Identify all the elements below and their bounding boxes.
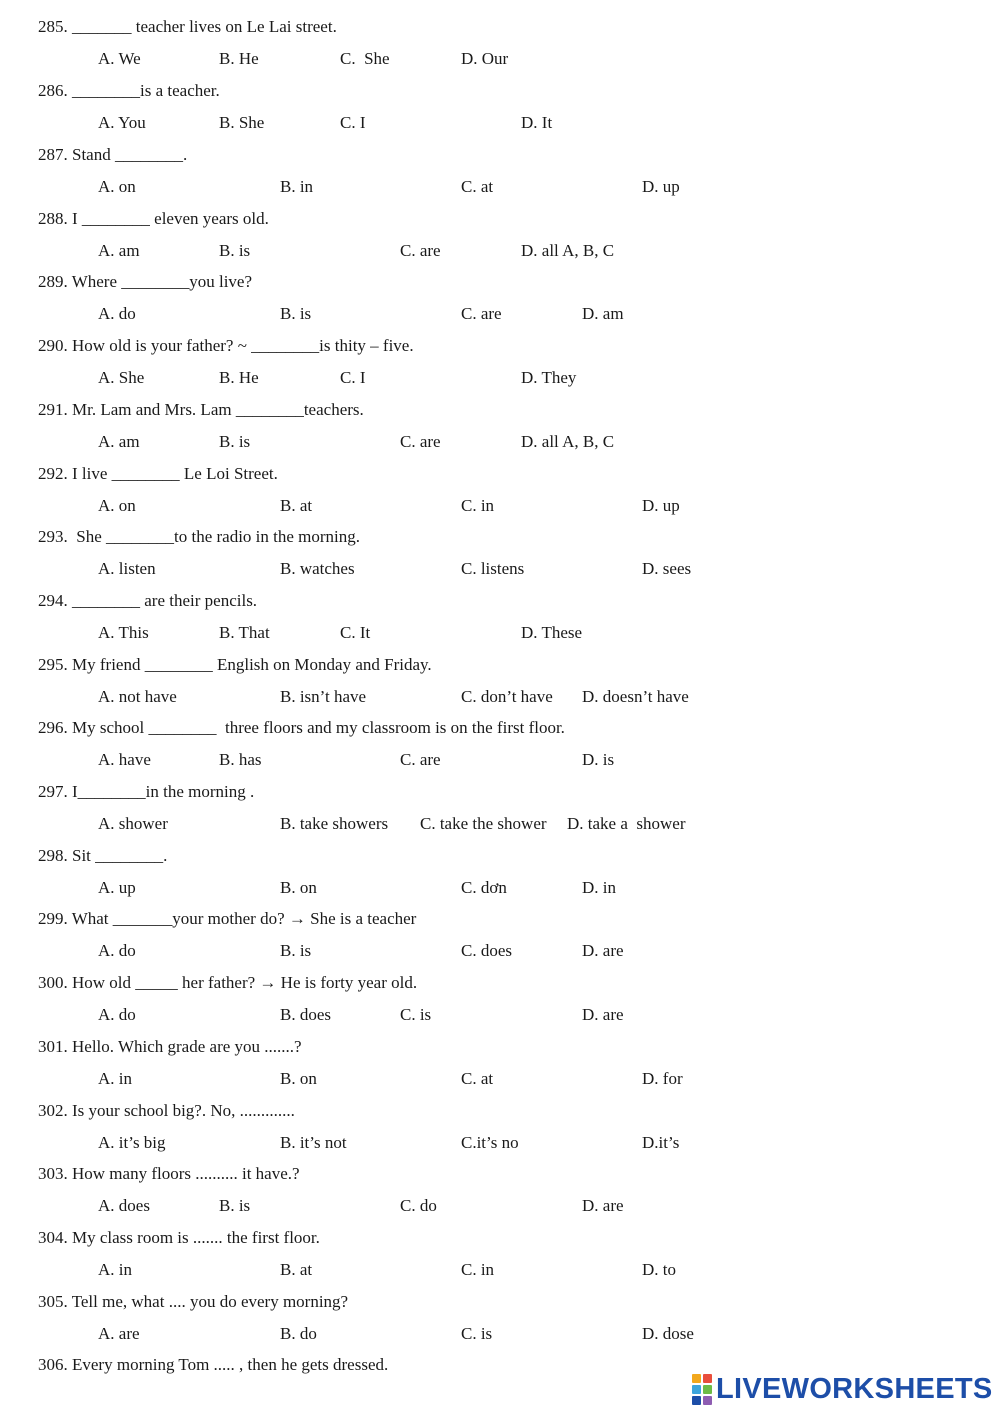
question-stem: 296. My school ________ three floors and my classroom is on the first floor. xyxy=(38,718,565,737)
question-stem: 291. Mr. Lam and Mrs. Lam ________teachers. xyxy=(38,400,364,419)
option-d: D. for xyxy=(642,1069,683,1088)
option-b: B. at xyxy=(280,1260,313,1279)
option-a: A. on xyxy=(98,496,136,515)
option-d: D. all A, B, C xyxy=(521,432,615,451)
option-d: D. They xyxy=(521,368,577,387)
option-d: D. sees xyxy=(642,559,692,578)
question-stem: 292. I live ________ Le Loi Street. xyxy=(38,464,278,483)
option-b: B. He xyxy=(219,368,259,387)
option-c: C. at xyxy=(461,1069,494,1088)
option-b: B. is xyxy=(219,432,251,451)
option-a: A. We xyxy=(98,49,141,68)
option-b: B. take showers xyxy=(280,814,389,833)
option-a: A. You xyxy=(98,113,146,132)
question-stem: 304. My class room is ....... the first floor. xyxy=(38,1228,320,1247)
question-stem: 286. ________is a teacher. xyxy=(38,81,220,100)
option-a: A. This xyxy=(98,623,149,642)
option-b: B. isn’t have xyxy=(280,687,367,706)
question-stem: 305. Tell me, what .... you do every morning? xyxy=(38,1292,349,1311)
option-d: D. in xyxy=(582,878,616,897)
option-a: A. do xyxy=(98,1005,136,1024)
option-b: B. do xyxy=(280,1324,317,1343)
option-d: D. is xyxy=(582,750,615,769)
option-a: A. on xyxy=(98,177,136,196)
question-stem: 293. She ________to the radio in the morning. xyxy=(38,527,361,546)
option-b: B. is xyxy=(280,304,312,323)
option-c: C. does xyxy=(461,941,512,960)
option-d: D. take a shower xyxy=(567,814,686,833)
question-stem: 297. I________in the morning . xyxy=(38,782,255,801)
liveworksheets-logo-icon xyxy=(692,1374,712,1405)
option-a: A. up xyxy=(98,878,136,897)
option-a: A. have xyxy=(98,750,151,769)
option-a: A. shower xyxy=(98,814,168,833)
option-c: C. dơn xyxy=(461,878,507,897)
option-b: B. on xyxy=(280,878,317,897)
option-a: A. not have xyxy=(98,687,177,706)
logo-tile xyxy=(703,1374,712,1383)
question-stem: 287. Stand ________. xyxy=(38,145,188,164)
option-d: D. dose xyxy=(642,1324,694,1343)
option-d: D. are xyxy=(582,1196,624,1215)
logo-tile xyxy=(703,1396,712,1405)
option-a: A. do xyxy=(98,941,136,960)
option-a: A. am xyxy=(98,241,140,260)
option-b: B. at xyxy=(280,496,313,515)
question-stem: 299. What _______your mother do? → She is a teacher xyxy=(38,909,417,928)
option-a: A. am xyxy=(98,432,140,451)
option-c: C. don’t have xyxy=(461,687,553,706)
question-stem: 298. Sit ________. xyxy=(38,846,168,865)
option-c: C. in xyxy=(461,1260,495,1279)
question-stem: 302. Is your school big?. No, ............. xyxy=(38,1101,295,1120)
option-c: C. She xyxy=(340,49,390,68)
option-a: A. listen xyxy=(98,559,156,578)
question-stem: 289. Where ________you live? xyxy=(38,272,253,291)
option-c: C. listens xyxy=(461,559,525,578)
liveworksheets-logo xyxy=(692,1372,993,1406)
option-b: B. has xyxy=(219,750,262,769)
option-c: C. I xyxy=(340,113,366,132)
option-b: B. in xyxy=(280,177,314,196)
option-c: C. in xyxy=(461,496,495,515)
option-d: D. am xyxy=(582,304,624,323)
option-b: B. on xyxy=(280,1069,317,1088)
question-stem: 303. How many floors .......... it have.? xyxy=(38,1164,300,1183)
option-d: D.it’s xyxy=(642,1133,680,1152)
option-a: A. does xyxy=(98,1196,150,1215)
option-d: D. are xyxy=(582,941,624,960)
option-d: D. doesn’t have xyxy=(582,687,689,706)
option-a: A. are xyxy=(98,1324,140,1343)
logo-text: LIVEWORKSHEETS xyxy=(716,1372,993,1405)
option-b: B. She xyxy=(219,113,265,132)
option-a: A. do xyxy=(98,304,136,323)
option-c: C. take the shower xyxy=(420,814,547,833)
option-b: B. He xyxy=(219,49,259,68)
logo-tile xyxy=(703,1385,712,1394)
option-b: B. watches xyxy=(280,559,355,578)
option-d: D. are xyxy=(582,1005,624,1024)
question-stem: 285. _______ teacher lives on Le Lai street. xyxy=(38,17,337,36)
option-b: B. is xyxy=(219,241,251,260)
question-stem: 306. Every morning Tom ..... , then he gets dressed. xyxy=(38,1355,389,1374)
option-c: C. is xyxy=(400,1005,432,1024)
option-c: C. is xyxy=(461,1324,493,1343)
option-d: D. all A, B, C xyxy=(521,241,615,260)
question-stem: 290. How old is your father? ~ ________is thity – five. xyxy=(38,336,414,355)
question-stem: 300. How old _____ her father? → He is forty year old. xyxy=(38,973,418,992)
option-b: B. That xyxy=(219,623,270,642)
option-b: B. is xyxy=(280,941,312,960)
option-a: A. it’s big xyxy=(98,1133,166,1152)
option-d: D. up xyxy=(642,177,680,196)
option-a: A. in xyxy=(98,1069,132,1088)
question-stem: 301. Hello. Which grade are you .......? xyxy=(38,1037,302,1056)
option-a: A. in xyxy=(98,1260,132,1279)
logo-tile xyxy=(692,1396,701,1405)
option-b: B. is xyxy=(219,1196,251,1215)
option-b: B. does xyxy=(280,1005,331,1024)
option-c: C. are xyxy=(400,241,441,260)
option-d: D. These xyxy=(521,623,583,642)
question-stem: 295. My friend ________ English on Monday and Friday. xyxy=(38,655,432,674)
option-c: C. are xyxy=(461,304,502,323)
option-d: D. up xyxy=(642,496,680,515)
option-c: C.it’s no xyxy=(461,1133,519,1152)
option-b: B. it’s not xyxy=(280,1133,347,1152)
option-c: C. are xyxy=(400,432,441,451)
option-c: C. I xyxy=(340,368,366,387)
option-c: C. are xyxy=(400,750,441,769)
question-stem: 294. ________ are their pencils. xyxy=(38,591,258,610)
option-d: D. It xyxy=(521,113,553,132)
option-d: D. Our xyxy=(461,49,509,68)
option-c: C. It xyxy=(340,623,371,642)
logo-tile xyxy=(692,1374,701,1383)
option-d: D. to xyxy=(642,1260,676,1279)
logo-tile xyxy=(692,1385,701,1394)
question-stem: 288. I ________ eleven years old. xyxy=(38,209,269,228)
option-a: A. She xyxy=(98,368,145,387)
option-c: C. do xyxy=(400,1196,437,1215)
option-c: C. at xyxy=(461,177,494,196)
